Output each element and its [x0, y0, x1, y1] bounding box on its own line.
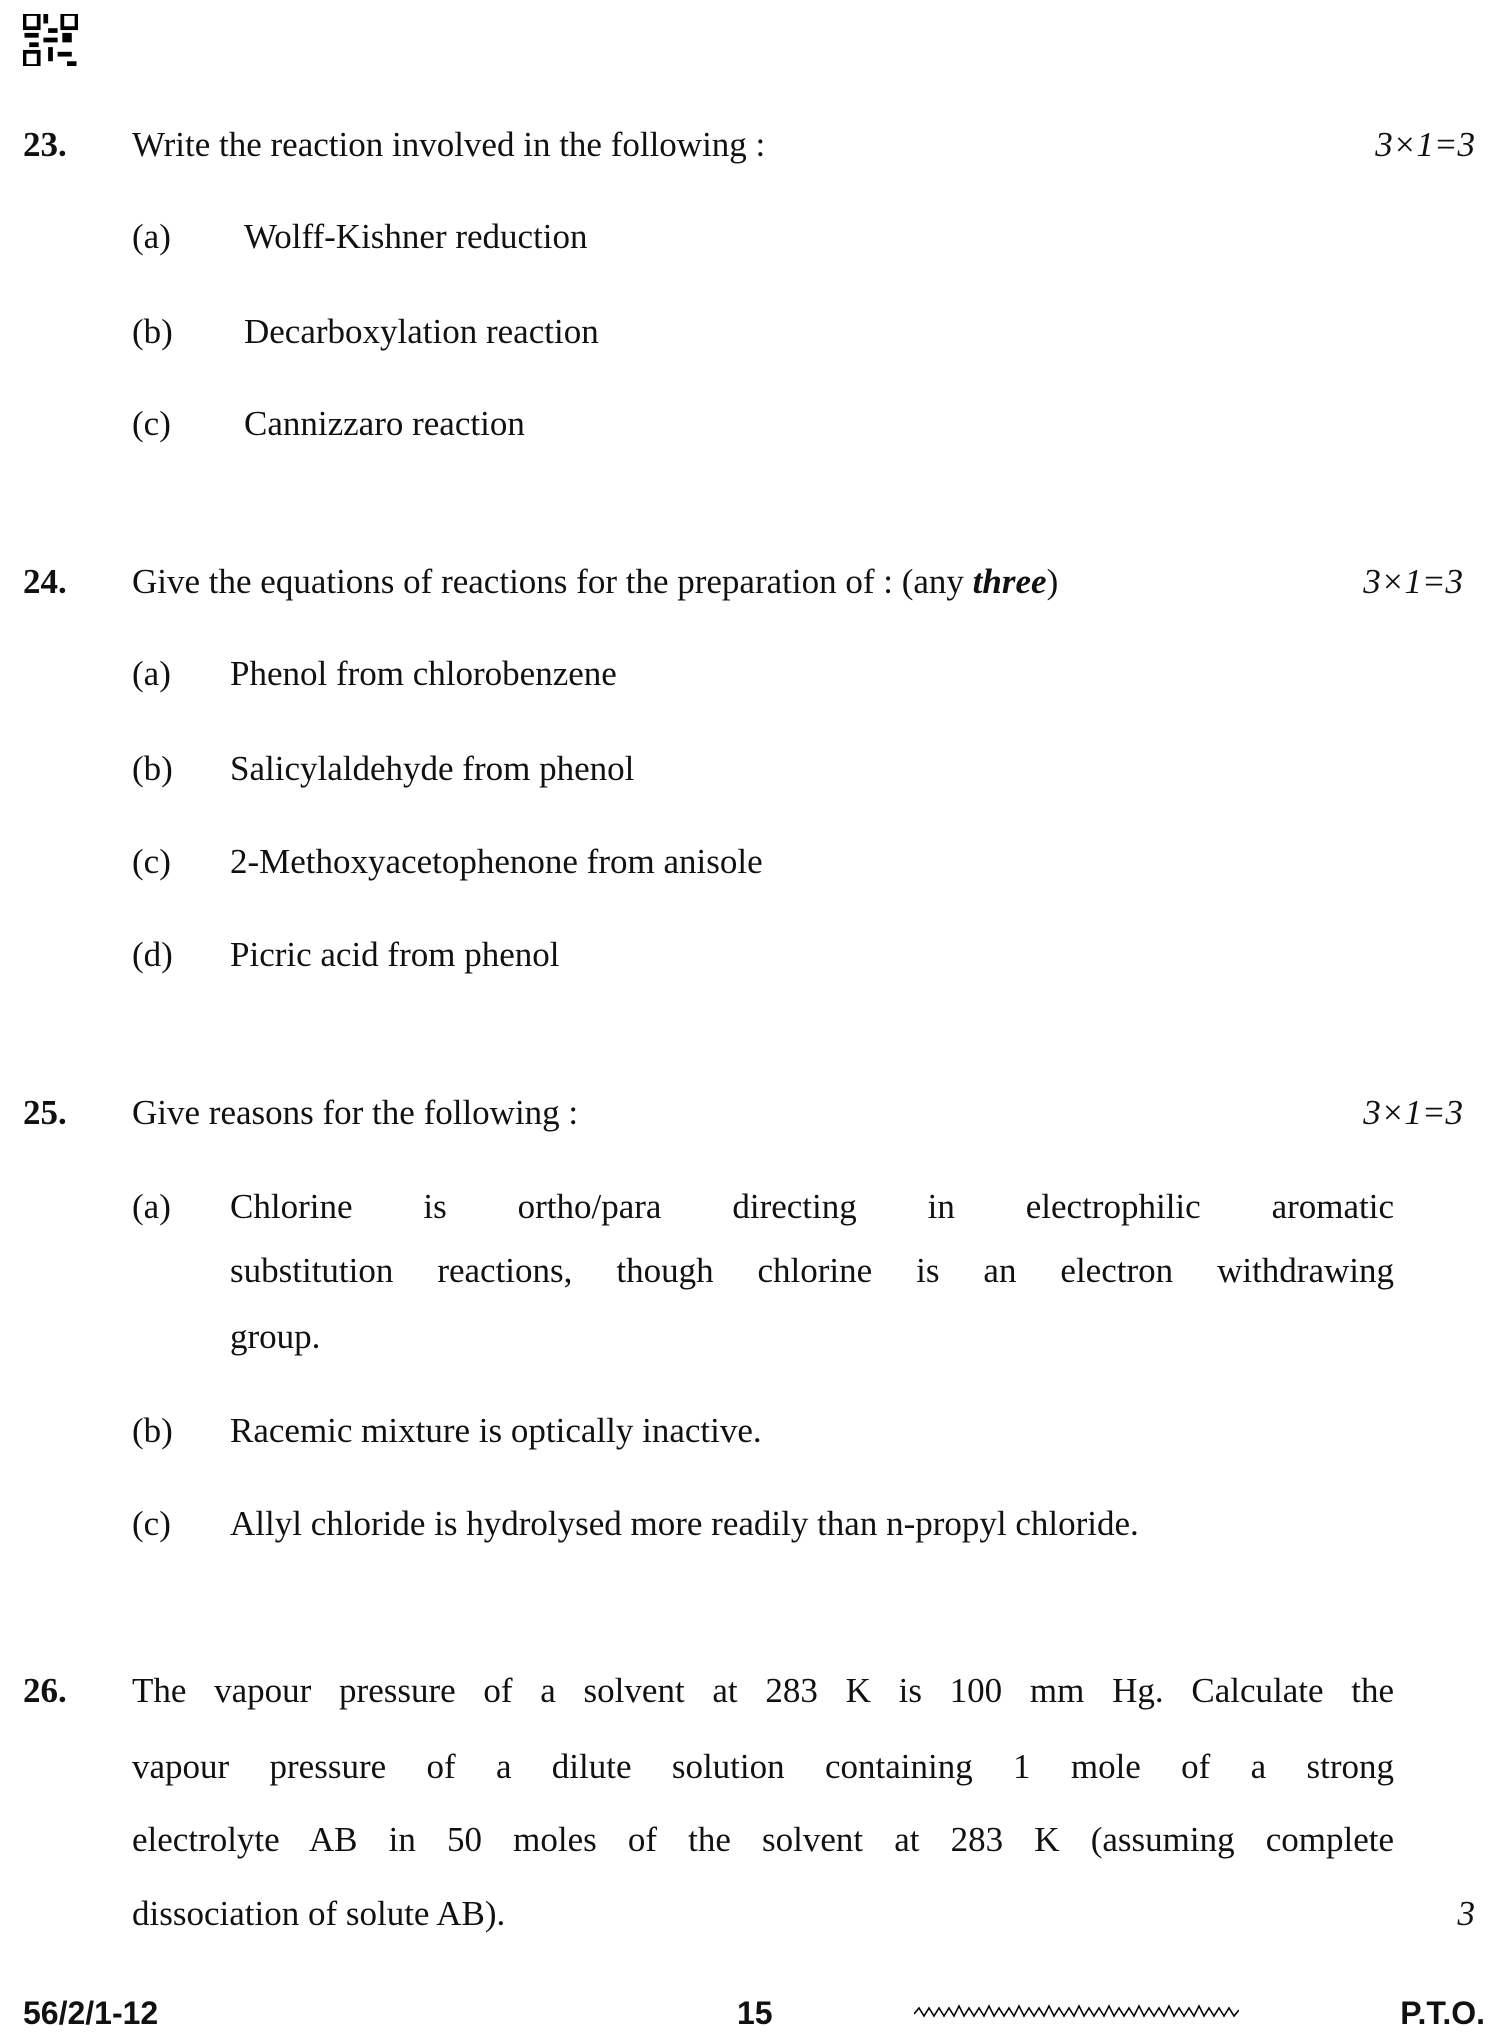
question-number: 25. — [23, 1093, 67, 1132]
part-label: (a) — [132, 654, 171, 693]
part-label: (a) — [132, 1187, 171, 1226]
part-text-line: substitution reactions, though chlorine is an electron withdrawing — [230, 1251, 1394, 1290]
question-text-end: ) — [1046, 562, 1059, 601]
question-text — [132, 562, 1058, 602]
part-text: Decarboxylation reaction — [244, 312, 599, 351]
page-number: 15 — [737, 1995, 773, 2031]
part-label: (b) — [132, 312, 173, 351]
part-text: Racemic mixture is optically inactive. — [230, 1411, 762, 1450]
part-label: (c) — [132, 1504, 171, 1543]
part-text: Allyl chloride is hydrolysed more readily than n-propyl chloride. — [230, 1504, 1139, 1543]
question-text: Give reasons for the following : — [132, 1093, 579, 1132]
part-text: Picric acid from phenol — [230, 935, 560, 974]
question-text-line: The vapour pressure of a solvent at 283 K is 100 mm Hg. Calculate the — [132, 1671, 1394, 1710]
question-text-line: electrolyte AB in 50 moles of the solvent at 283 K (assuming complete — [132, 1820, 1394, 1859]
question-marks: 3×1=3 — [1363, 562, 1463, 601]
part-text: 2-Methoxyacetophenone from anisole — [230, 842, 763, 881]
please-turn-over: P.T.O. — [1400, 1995, 1485, 2031]
part-text: Phenol from chlorobenzene — [230, 654, 617, 693]
question-marks: 3 — [1457, 1894, 1475, 1933]
wavy-line-decoration — [914, 2004, 1239, 2020]
question-number: 23. — [23, 125, 67, 164]
part-label: (d) — [132, 935, 173, 974]
question-text: Write the reaction involved in the following : — [132, 125, 766, 164]
part-text-line: group. — [230, 1317, 321, 1356]
question-text-start: Give the equations of reactions for the preparation of : (any — [132, 562, 973, 601]
part-label: (b) — [132, 749, 173, 788]
paper-code: 56/2/1-12 — [23, 1995, 159, 2031]
question-text-line: dissociation of solute AB). — [132, 1894, 506, 1933]
question-number: 24. — [23, 562, 67, 601]
part-text-line: Chlorine is ortho/para directing in electrophilic aromatic — [230, 1187, 1394, 1226]
question-marks: 3×1=3 — [1363, 1093, 1463, 1132]
part-label: (a) — [132, 217, 171, 256]
question-text-line: vapour pressure of a dilute solution containing 1 mole of a strong — [132, 1747, 1394, 1786]
question-marks: 3×1=3 — [1375, 125, 1475, 164]
question-text-emphasis: three — [972, 562, 1047, 601]
part-label: (c) — [132, 404, 171, 443]
question-number: 26. — [23, 1671, 67, 1710]
qr-code-icon — [23, 14, 78, 66]
part-text: Wolff-Kishner reduction — [244, 217, 588, 256]
part-text: Salicylaldehyde from phenol — [230, 749, 635, 788]
part-text: Cannizzaro reaction — [244, 404, 525, 443]
part-label: (c) — [132, 842, 171, 881]
part-label: (b) — [132, 1411, 173, 1450]
